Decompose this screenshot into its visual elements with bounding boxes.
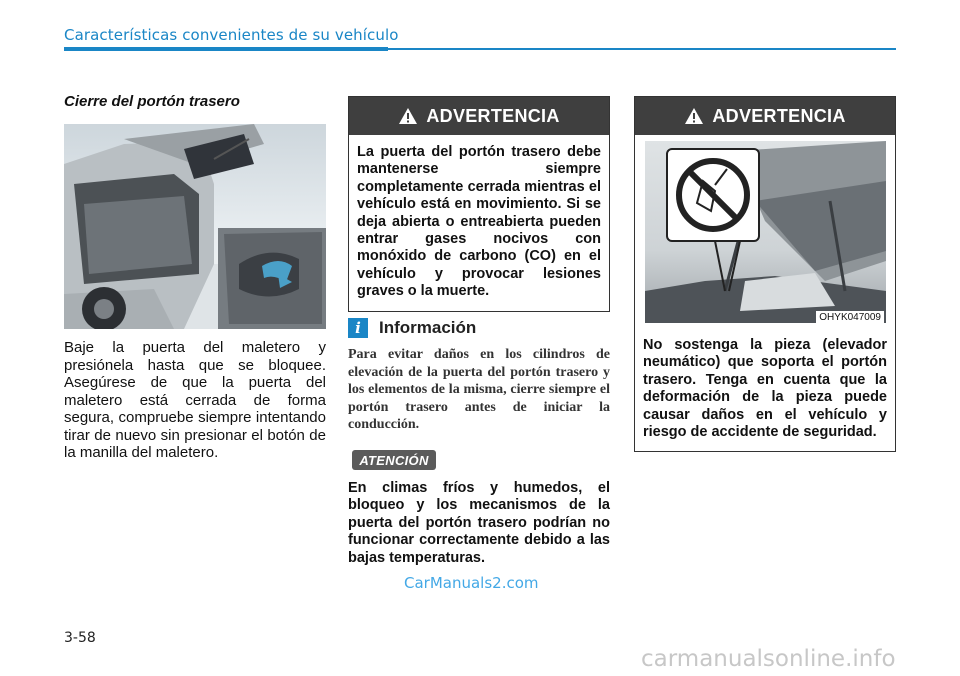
- info-text: Para evitar daños en los cilindros de elevación de la puerta del portón trasero y los elementos de la misma, cierre siempre el portón trasero antes de iniciar la conducción.: [348, 347, 610, 433]
- warning-triangle-icon: [398, 107, 418, 125]
- caution-text: En climas fríos y humedos, el bloqueo y los mecanismos de la puerta del portón trasero podrían no funcionar correctamente debido a las bajas temperaturas.: [348, 480, 610, 566]
- info-title: Información: [379, 318, 477, 337]
- page-number: 3-58: [64, 630, 96, 646]
- warning-text: No sostenga la pieza (elevador neumático) que soporta el portón trasero. Tenga en cuenta que la deformación de la pieza puede causar daños en el vehículo y riesgo de accidente de seguridad.: [643, 337, 887, 441]
- tailgate-close-instructions: Baje la puerta del maletero y presiónela hasta que se bloquee. Asegúrese de que la puerta del maletero está cerrada de forma segura, compruebe siempre intentando tirar de nuevo sin presionar el botón de la manilla del maletero.: [64, 339, 326, 461]
- warning-header: [349, 97, 609, 135]
- info-icon: i: [348, 318, 368, 338]
- no-holding-strut-illustration: [645, 141, 886, 323]
- tailgate-close-heading: Cierre del portón trasero: [64, 93, 240, 110]
- watermark-carmanualsonline: carmanualsonline.info: [641, 646, 896, 672]
- section-title: Características convenientes de su vehículo: [64, 26, 399, 44]
- image-reference-code: OHYK047009: [816, 311, 884, 324]
- warning-title: ADVERTENCIA: [426, 105, 560, 126]
- info-heading: [348, 318, 476, 338]
- warning-box-lift-strut: [634, 96, 896, 452]
- warning-title: ADVERTENCIA: [712, 105, 846, 126]
- suv-open-tailgate-illustration: [64, 124, 326, 329]
- warning-text: La puerta del portón trasero debe mantenerse siempre completamente cerrada mientras el vehículo está en movimiento. Si se deja abierta o entreabierta pueden entrar gases nocivos con monóxido de carbono (CO) en el vehículo y provocar lesiones graves o la muerte.: [357, 144, 601, 300]
- header-rule-thin: [388, 48, 896, 50]
- warning-triangle-icon: [684, 107, 704, 125]
- middle-column: [348, 96, 610, 566]
- tailgate-photo: [64, 124, 326, 329]
- lift-strut-photo: [645, 141, 886, 323]
- header-rule-thick: [64, 47, 388, 51]
- watermark-carmanuals2: CarManuals2.com: [404, 574, 539, 592]
- right-column: [634, 96, 896, 452]
- caution-badge: ATENCIÓN: [352, 450, 436, 470]
- left-column: [64, 93, 326, 461]
- warning-box-exhaust: [348, 96, 610, 312]
- warning-header: [635, 97, 895, 135]
